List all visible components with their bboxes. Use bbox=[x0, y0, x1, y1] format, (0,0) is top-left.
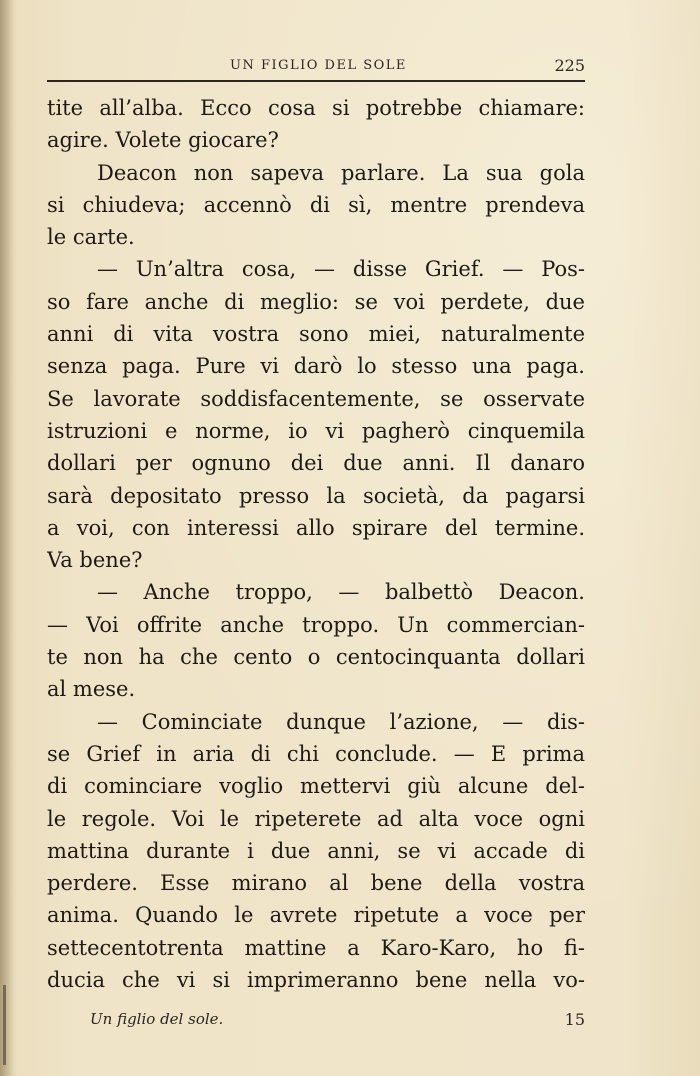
text-line: te non ha che cento o centocinquanta dollari bbox=[47, 645, 585, 670]
gutter-shadow bbox=[0, 0, 14, 1076]
text-line: anima. Quando le avrete ripetute a voce per bbox=[47, 903, 585, 928]
text-line: senza paga. Pure vi darò lo stesso una paga. bbox=[47, 354, 585, 379]
body-text bbox=[47, 92, 585, 996]
text-line: si chiudeva; accennò di sì, mentre prendeva bbox=[47, 192, 585, 217]
text-line: perdere. Esse mirano al bene della vostra bbox=[47, 871, 585, 896]
text-line: so fare anche di meglio: se voi perdete, due bbox=[47, 289, 585, 314]
text-line: di cominciare voglio mettervi giù alcune del- bbox=[47, 774, 585, 799]
text-line: sarà depositato presso la società, da pagarsi bbox=[47, 483, 585, 508]
text-line: ducia che vi si imprimeranno bene nella vo- bbox=[47, 968, 585, 993]
text-line: tite all’alba. Ecco cosa si potrebbe chiamare: bbox=[47, 96, 585, 120]
text-line: le regole. Voi le ripeterete ad alta voce ogni bbox=[47, 806, 585, 831]
text-line: se Grief in aria di chi conclude. — E prima bbox=[47, 741, 585, 766]
text-line: Deacon non sapeva parlare. La sua gola bbox=[97, 160, 585, 185]
running-head bbox=[47, 56, 585, 78]
text-line: — Voi offrite anche troppo. Un commercian- bbox=[47, 612, 585, 637]
text-line: istruzioni e norme, io vi pagherò cinquemila bbox=[47, 418, 585, 443]
text-line: dollari per ognuno dei due anni. Il danaro bbox=[47, 451, 585, 476]
text-line: a voi, con interessi allo spirare del termine. bbox=[47, 515, 585, 540]
text-line: le carte. bbox=[47, 225, 135, 250]
text-line: settecentotrenta mattine a Karo-Karo, ho fi- bbox=[47, 935, 585, 960]
binding-mark bbox=[3, 985, 6, 1065]
running-title: UN FIGLIO DEL SOLE bbox=[230, 58, 407, 73]
header-rule bbox=[47, 80, 585, 82]
text-line: Se lavorate soddisfacentemente, se osservate bbox=[47, 386, 585, 411]
footer bbox=[90, 1010, 585, 1034]
signature-number: 15 bbox=[564, 1010, 585, 1029]
text-line: — Anche troppo, — balbettò Deacon. bbox=[97, 580, 585, 605]
text-line: — Cominciate dunque l’azione, — dis- bbox=[97, 709, 585, 734]
text-line: Va bene? bbox=[47, 548, 143, 573]
signature-title: Un figlio del sole. bbox=[90, 1010, 224, 1028]
page-number: 225 bbox=[554, 56, 585, 75]
text-line: anni di vita vostra sono miei, naturalmente bbox=[47, 322, 585, 347]
text-line: mattina durante i due anni, se vi accade di bbox=[47, 838, 585, 863]
text-line: — Un’altra cosa, — disse Grief. — Pos- bbox=[97, 257, 585, 282]
text-line: al mese. bbox=[47, 677, 136, 702]
text-line: agire. Volete giocare? bbox=[47, 128, 279, 153]
